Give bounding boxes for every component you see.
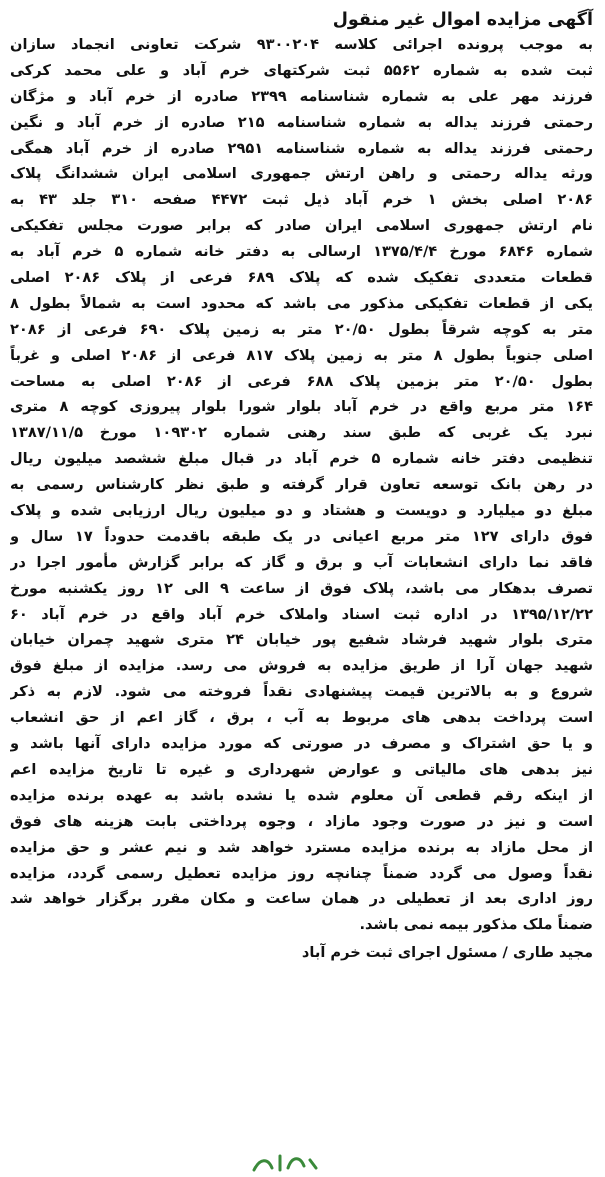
- notice-line: ۱۳۹۵/۱۲/۲۲ در اداره ثبت اسناد واملاک خرم آباد واقع در خرم آباد ۶۰: [10, 605, 593, 623]
- notice-line: اصلی جنوباً بطول ۸ متر به زمین پلاک ۸۱۷ فرعی از ۲۰۸۶ اصلی و غرباً: [10, 346, 593, 364]
- notice-line: است پرداخت بدهی های مربوط به آب ، برق ، گاز اعم از حق انشعاب: [10, 709, 593, 727]
- notice-line: از محل مازاد به برنده مزایده مسترد خواهد شد و نیم عشر و حق مزایده: [10, 838, 593, 856]
- notice-line: نبرد یک غربی که طبق سند رهنی شماره ۱۰۹۳۰۲ مورخ ۱۳۸۷/۱۱/۵: [10, 424, 593, 442]
- notice-line: ضمناً ملک مذکور بیمه نمی باشد.: [359, 916, 593, 934]
- notice-title: آگهی مزایده اموال غیر منقول: [332, 10, 593, 30]
- notice-line: به موجب پرونده اجرائی کلاسه ۹۳۰۰۲۰۴ شرکت تعاونی انجماد سازان: [10, 36, 593, 53]
- notice-line: فرزند مهر علی به شماره شناسنامه ۲۳۹۹ صادره از خرم آباد و مژگان: [10, 87, 593, 105]
- notice-line: متری بلوار شهید فرشاد شفیع پور خیابان ۲۴ متری شهید چمران خیابان: [10, 631, 593, 649]
- notice-line: روز اداری بعد از تعطیلی در همان ساعت و مکان مقرر برگزار خواهد شد: [10, 890, 593, 908]
- notice-line: شهید جهان آرا از طریق مزایده به فروش می رسد. مزایده از مبلغ فوق: [10, 657, 593, 675]
- notice-line: ۲۰۸۶ اصلی بخش ۱ خرم آباد ذیل ثبت ۴۴۷۲ صفحه ۳۱۰ جلد ۴۳ به: [10, 191, 593, 209]
- notice-line: است و نیز در صورت وجود مازاد ، وجوه پرداختی بابت هزینه های فوق: [10, 812, 593, 830]
- notice-line: ورثه یداله رحمتی و راهن ارتش جمهوری اسلامی ایران ششدانگ پلاک: [10, 165, 593, 183]
- notice-line: فاقد نما دارای انشعابات آب و برق و گاز که برابر گزارش مأمور اجرا در: [10, 553, 593, 571]
- notice-line: متر به کوچه شرقاً بطول ۲۰/۵۰ متر به زمین پلاک ۶۹۰ فرعی از ۲۰۸۶: [10, 320, 593, 338]
- notice-line: ثبت شده به شماره ۵۵۶۲ ثبت شرکتهای خرم آباد و علی محمد کرکی: [10, 61, 593, 79]
- notice-line: فوق دارای ۱۲۷ متر مربع اعیانی در یک طبقه باقدمت حدوداً ۱۷ سال و: [10, 527, 593, 545]
- notice-line: رحمتی فرزند یداله به شماره شناسنامه ۲۱۵ صادره از خرم آباد و نگین: [10, 113, 593, 131]
- stamp-mark: [250, 1150, 320, 1174]
- notice-line: شروع و به بالاترین قیمت پیشنهادی نقداً فروخته می شود. لازم به ذکر: [10, 683, 593, 701]
- notice-line: مبلغ دو میلیارد و دویست و هشتاد و دو میلیون ریال ارزیابی شده و پلاک: [10, 502, 593, 520]
- notice-line: شماره ۶۸۴۶ مورخ ۱۳۷۵/۴/۴ ارسالی به دفتر خانه شماره ۵ خرم آباد به: [10, 243, 593, 261]
- notice-line: در رهن بانک توسعه تعاون قرار گرفته و طبق نظر کارشناس رسمی به: [10, 476, 593, 494]
- notice-line: بطول ۲۰/۵۰ متر بزمین پلاک ۶۸۸ فرعی از ۲۰۸۶ اصلی به مساحت: [10, 372, 593, 390]
- notice-line: نقداً وصول می گردد ضمناً چنانچه روز مزایده تعطیل رسمی گردد، مزایده: [10, 864, 593, 882]
- notice-line: نیز بدهی های مالیاتی و عوارض شهرداری و غیره تا تاریخ مزایده اعم: [10, 760, 593, 778]
- notice-line: و یا حق اشتراک و مصرف در صورتی که مورد مزایده دارای آنها باشد و: [10, 735, 593, 753]
- notice-line: تنظیمی دفتر خانه شماره ۵ خرم آباد در قبال مبلغ ششصد میلیون ریال: [10, 450, 593, 468]
- notice-line: نام ارتش جمهوری اسلامی ایران صادر که برابر صورت مجلس تفکیکی: [10, 217, 593, 235]
- notice-line: ۱۶۴ متر مربع واقع در خرم آباد بلوار شورا بلوار پیروزی کوچه ۸ متری: [10, 398, 593, 416]
- notice-line: یکی از قطعات تفکیکی مذکور می باشد که محدود است به شمالاً بطول ۸: [10, 294, 593, 312]
- signature: مجید طاری / مسئول اجرای ثبت خرم آباد: [301, 944, 593, 962]
- notice-line: قطعات متعددی تفکیک شده که پلاک ۶۸۹ فرعی از پلاک ۲۰۸۶ اصلی: [10, 269, 593, 287]
- notice-line: تصرف بدهکار می باشد، پلاک فوق از ساعت ۹ الی ۱۲ روز یکشنبه مورخ: [10, 579, 593, 597]
- notice-line: رحمتی فرزند یداله به شماره شناسنامه ۲۹۵۱ صادره از خرم آباد همگی: [10, 139, 593, 157]
- notice-line: از اینکه رقم قطعی آن معلوم شده یا نشده باشد به عهده برنده مزایده: [10, 786, 593, 804]
